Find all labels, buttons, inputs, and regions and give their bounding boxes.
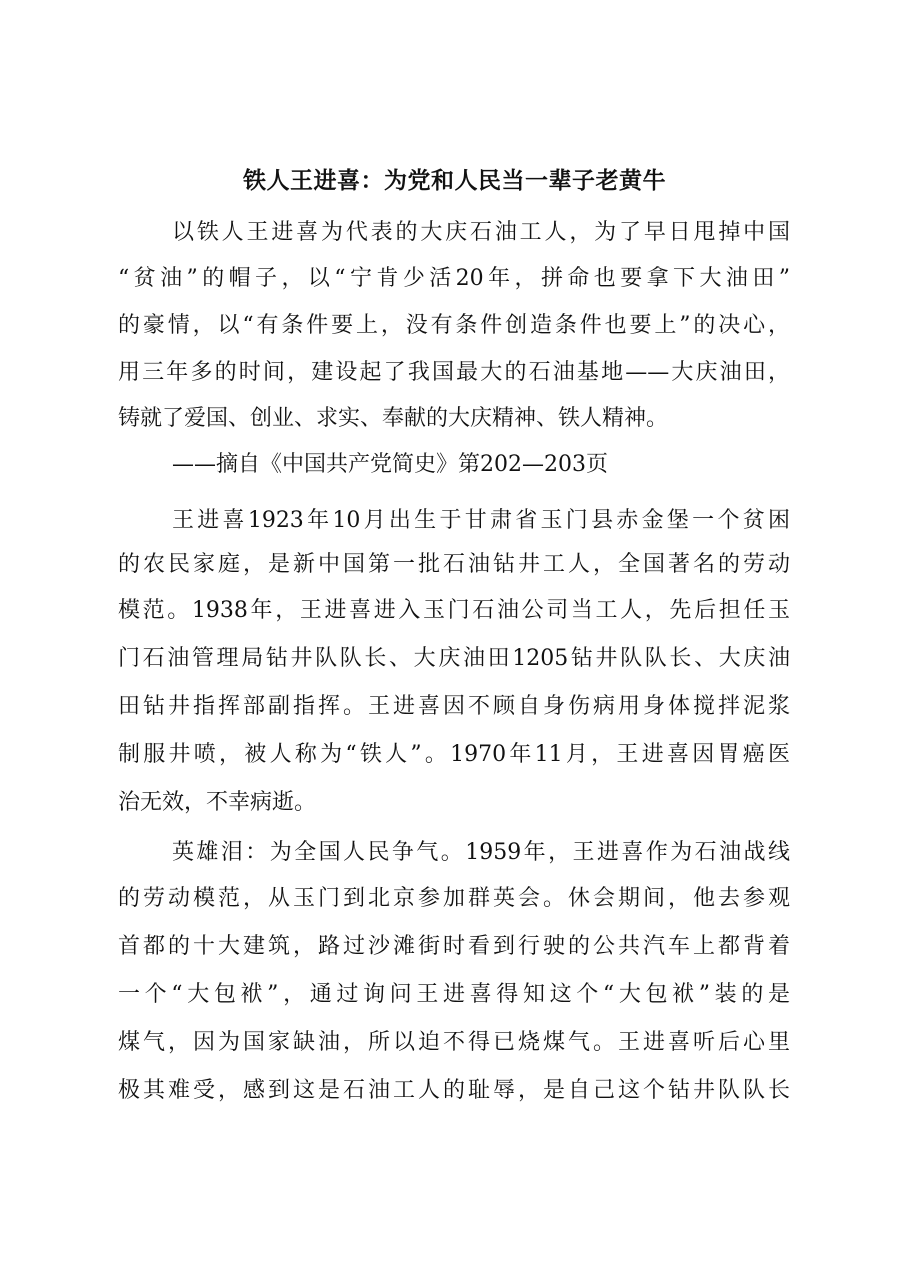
quote-line: 以铁人王进喜为代表的大庆石油工人，为了早日甩掉中国	[172, 220, 790, 245]
quote-line: “贫油”的帽子，以“宁肯少活20年，拼命也要拿下大油田”	[118, 266, 790, 291]
quote-line: 的豪情，以“有条件要上，没有条件创造条件也要上”的决心，	[118, 313, 790, 338]
tears-line: 的劳动模范，从玉门到北京参加群英会。休会期间，他去参观	[118, 886, 790, 911]
bio-line: 治无效，不幸病逝。	[118, 790, 317, 815]
tears-line: 煤气，因为国家缺油，所以迫不得已烧煤气。王进喜听后心里	[118, 1030, 790, 1055]
quote-line: 用三年多的时间，建设起了我国最大的石油基地——大庆油田，	[118, 360, 790, 385]
tears-line: 极其难受，感到这是石油工人的耻辱，是自己这个钻井队队长	[118, 1078, 790, 1103]
source-citation: ——摘自《中国共产党简史》第202—203页	[172, 452, 608, 477]
bio-line: 王进喜1923年10月出生于甘肃省玉门县赤金堡一个贫困	[172, 508, 790, 533]
tears-line: 一个“大包袱”，通过询问王进喜得知这个“大包袱”装的是	[118, 982, 790, 1007]
bio-line: 制服井喷，被人称为“铁人”。1970年11月，王进喜因胃癌医	[118, 742, 790, 767]
bio-line: 模范。1938年，王进喜进入玉门石油公司当工人，先后担任玉	[118, 598, 790, 623]
bio-line: 的农民家庭，是新中国第一批石油钻井工人，全国著名的劳动	[118, 552, 790, 577]
tears-line: 首都的十大建筑，路过沙滩街时看到行驶的公共汽车上都背着	[118, 934, 790, 959]
page-title: 铁人王进喜：为党和人民当一辈子老黄牛	[243, 167, 666, 194]
bio-line: 门石油管理局钻井队队长、大庆油田1205钻井队队长、大庆油	[118, 646, 790, 671]
tears-line: 英雄泪：为全国人民争气。1959年，王进喜作为石油战线	[172, 840, 790, 865]
quote-line: 铸就了爱国、创业、求实、奉献的大庆精神、铁人精神。	[118, 406, 669, 431]
bio-line: 田钻井指挥部副指挥。王进喜因不顾自身伤病用身体搅拌泥浆	[118, 694, 790, 719]
